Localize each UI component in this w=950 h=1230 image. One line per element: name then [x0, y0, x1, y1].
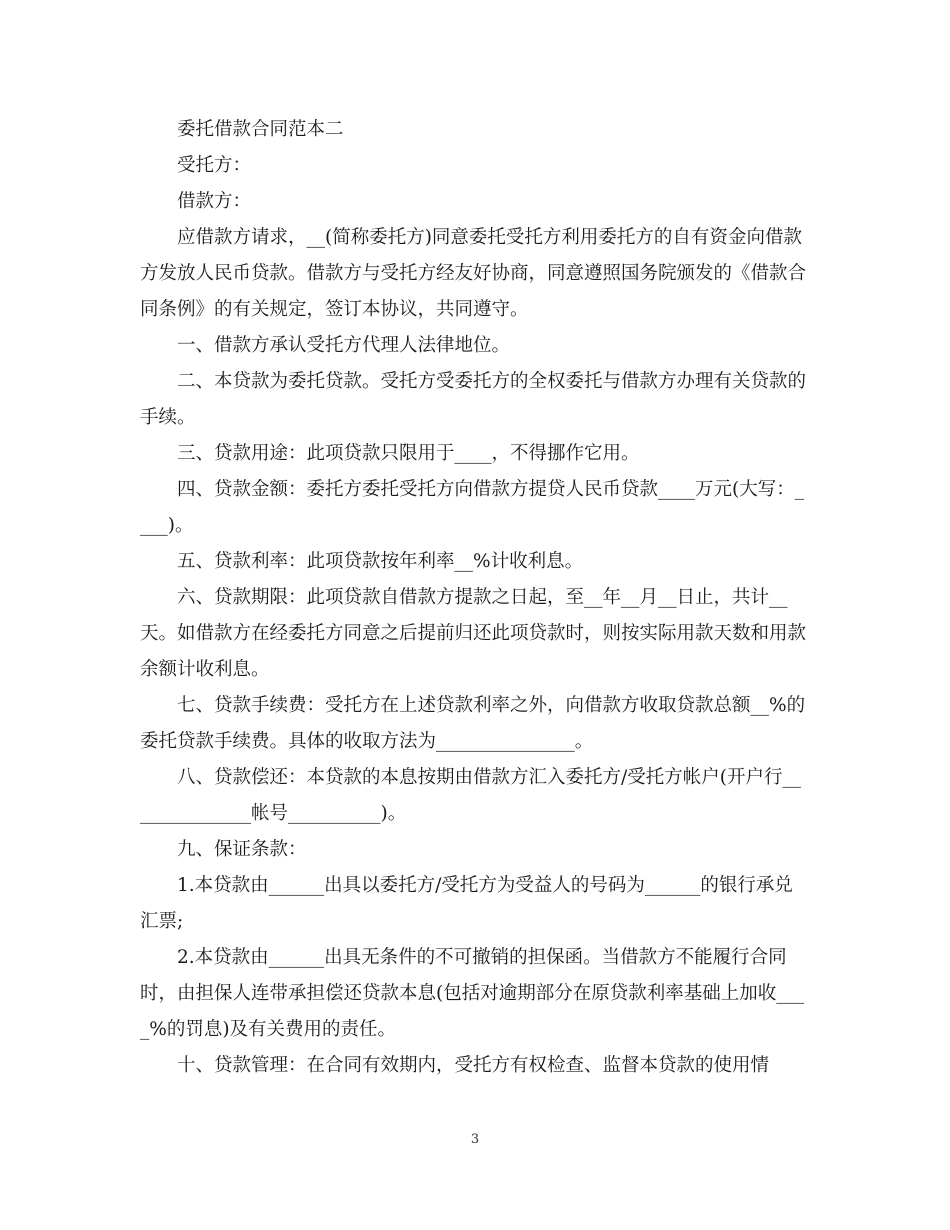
clause-2: 二、本贷款为委托贷款。受托方受委托方的全权委托与借款方办理有关贷款的手续。 — [140, 371, 807, 428]
clause-9-item-1: 1.本贷款由______出具以委托方/受托方为受益人的号码为______的银行承兑汇票; — [140, 875, 793, 932]
clause-4: 四、贷款金额：委托方委托受托方向借款方提贷人民币贷款____万元(大写：____)。 — [140, 479, 804, 536]
clause-9-item-2: 2.本贷款由______出具无条件的不可撤销的担保函。当借款方不能履行合同时，由担保人连带承担偿还贷款本息(包括对逾期部分在原贷款利率基础上加收____%的罚息)及有关费用的责任。 — [140, 947, 804, 1040]
clause-5: 五、贷款利率：此项贷款按年利率__%计收利息。 — [177, 551, 584, 572]
document-title: 委托借款合同范本二 — [177, 119, 344, 140]
clause-6: 六、贷款期限：此项贷款自借款方提款之日起，至__年__月__日止，共计__天。如借款方在经委托方同意之后提前归还此项贷款时，则按实际用款天数和用款余额计收利息。 — [140, 587, 807, 680]
clause-7: 七、贷款手续费：受托方在上述贷款利率之外，向借款方收取贷款总额__%的委托贷款手续费。具体的收取方法为_______________。 — [140, 695, 806, 752]
borrower-line: 借款方： — [177, 191, 252, 212]
clause-10: 十、贷款管理：在合同有效期内，受托方有权检查、监督本贷款的使用情 — [177, 1055, 770, 1076]
clause-1: 一、借款方承认受托方代理人法律地位。 — [177, 335, 511, 356]
clause-9: 九、保证条款： — [177, 839, 307, 860]
clause-3: 三、贷款用途：此项贷款只限用于____，不得挪作它用。 — [177, 443, 640, 464]
document-body — [140, 112, 808, 1084]
page-number: 3 — [470, 1132, 480, 1147]
preamble-paragraph: 应借款方请求，__(简称委托方)同意委托受托方利用委托方的自有资金向借款方发放人民币贷款。借款方与受托方经友好协商，同意遵照国务院颁发的《借款合同条例》的有关规定，签订本协议，共同遵守。 — [140, 227, 807, 320]
trustee-line: 受托方： — [177, 155, 252, 176]
clause-8: 八、贷款偿还：本贷款的本息按期由借款方汇入委托方/受托方帐户(开户行______________帐号__________)。 — [140, 767, 801, 824]
